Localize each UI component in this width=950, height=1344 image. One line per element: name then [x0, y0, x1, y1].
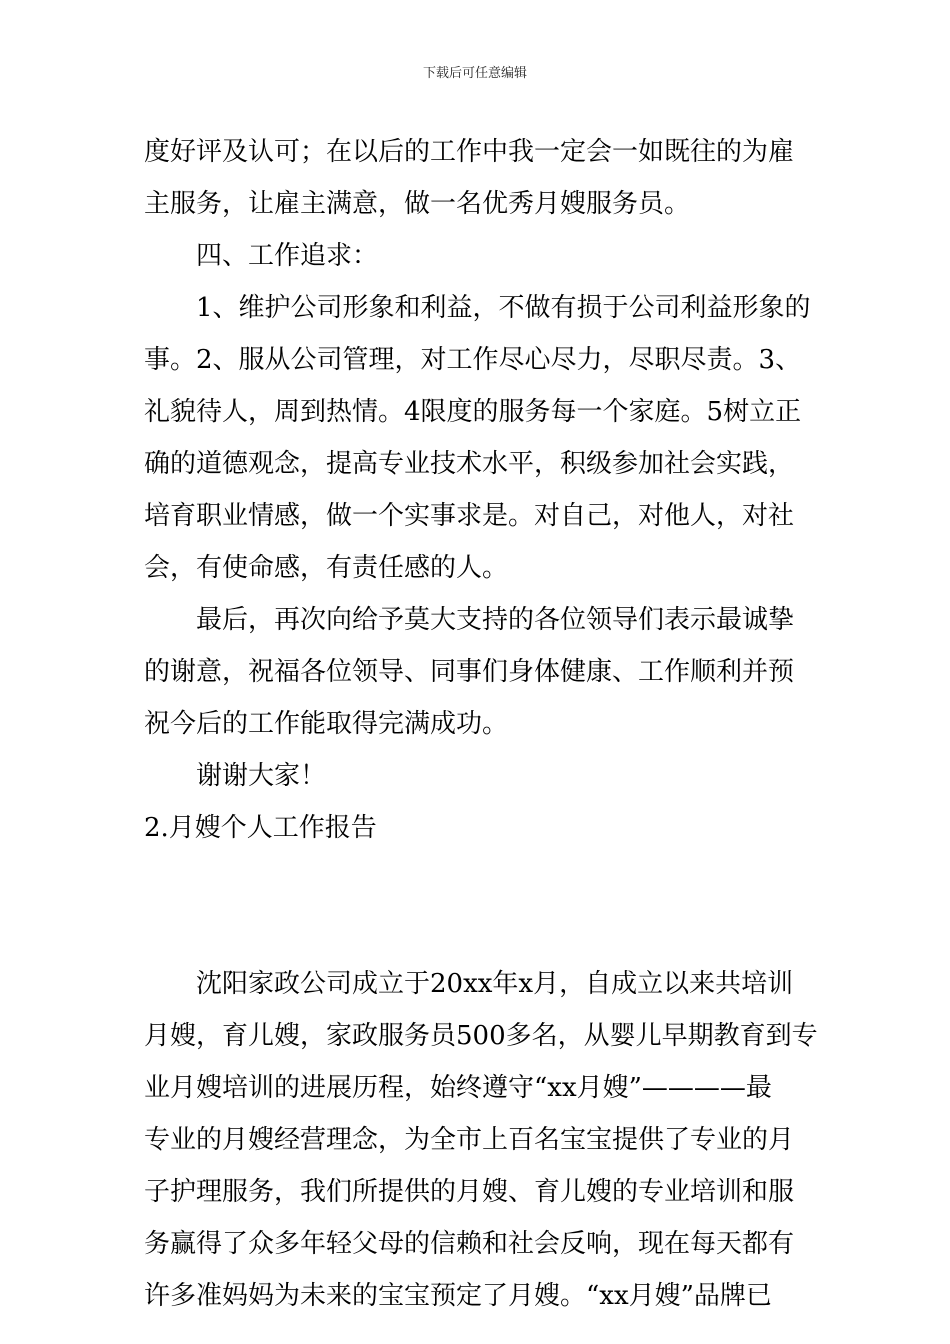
paragraph-line: 最后，再次向给予莫大支持的各位领导们表示最诚挚: [196, 605, 795, 635]
paragraph-line: 许多准妈妈为未来的宝宝预定了月嫂。“xx月嫂”品牌已: [144, 1281, 772, 1311]
paragraph-line: 月嫂，育儿嫂，家政服务员500多名，从婴儿早期教育到专: [144, 1021, 818, 1051]
paragraph-line: 确的道德观念，提高专业技术水平，积级参加社会实践，: [144, 449, 795, 479]
closing-line: 谢谢大家！: [196, 761, 327, 791]
section-heading: 四、工作追求：: [196, 241, 379, 271]
paragraph-line: 培育职业情感，做一个实事求是。对自己，对他人，对社: [144, 501, 795, 531]
paragraph-line: 主服务，让雇主满意，做一名优秀月嫂服务员。: [144, 189, 691, 219]
paragraph-line: 1、维护公司形象和利益，不做有损于公司利益形象的: [196, 293, 811, 323]
paragraph-line: 务赢得了众多年轻父母的信赖和社会反响，现在每天都有: [144, 1229, 795, 1259]
paragraph-line: 专业的月嫂经营理念，为全市上百名宝宝提供了专业的月: [144, 1125, 795, 1155]
blank-gap: [144, 854, 808, 958]
paragraph-line: 祝今后的工作能取得完满成功。: [144, 709, 509, 739]
paragraph-line: 子护理服务，我们所提供的月嫂、育儿嫂的专业培训和服: [144, 1177, 795, 1207]
paragraph-line: 业月嫂培训的进展历程，始终遵守“xx月嫂”————最: [144, 1073, 772, 1103]
page-header-note: 下载后可任意编辑: [422, 66, 527, 81]
paragraph-line: 事。2、服从公司管理，对工作尽心尽力，尽职尽责。3、: [144, 345, 802, 375]
document-body: [144, 126, 818, 1322]
paragraph-line: 的谢意，祝福各位领导、同事们身体健康、工作顺利并预: [144, 657, 795, 687]
section-title: 2.月嫂个人工作报告: [144, 813, 377, 843]
paragraph-line: 沈阳家政公司成立于20xx年x月，自成立以来共培训: [196, 969, 794, 999]
paragraph-line: 度好评及认可；在以后的工作中我一定会一如既往的为雇: [144, 137, 795, 167]
paragraph-line: 礼貌待人，周到热情。4限度的服务每一个家庭。5树立正: [144, 397, 802, 427]
paragraph-line: 会，有使命感，有责任感的人。: [144, 553, 509, 583]
